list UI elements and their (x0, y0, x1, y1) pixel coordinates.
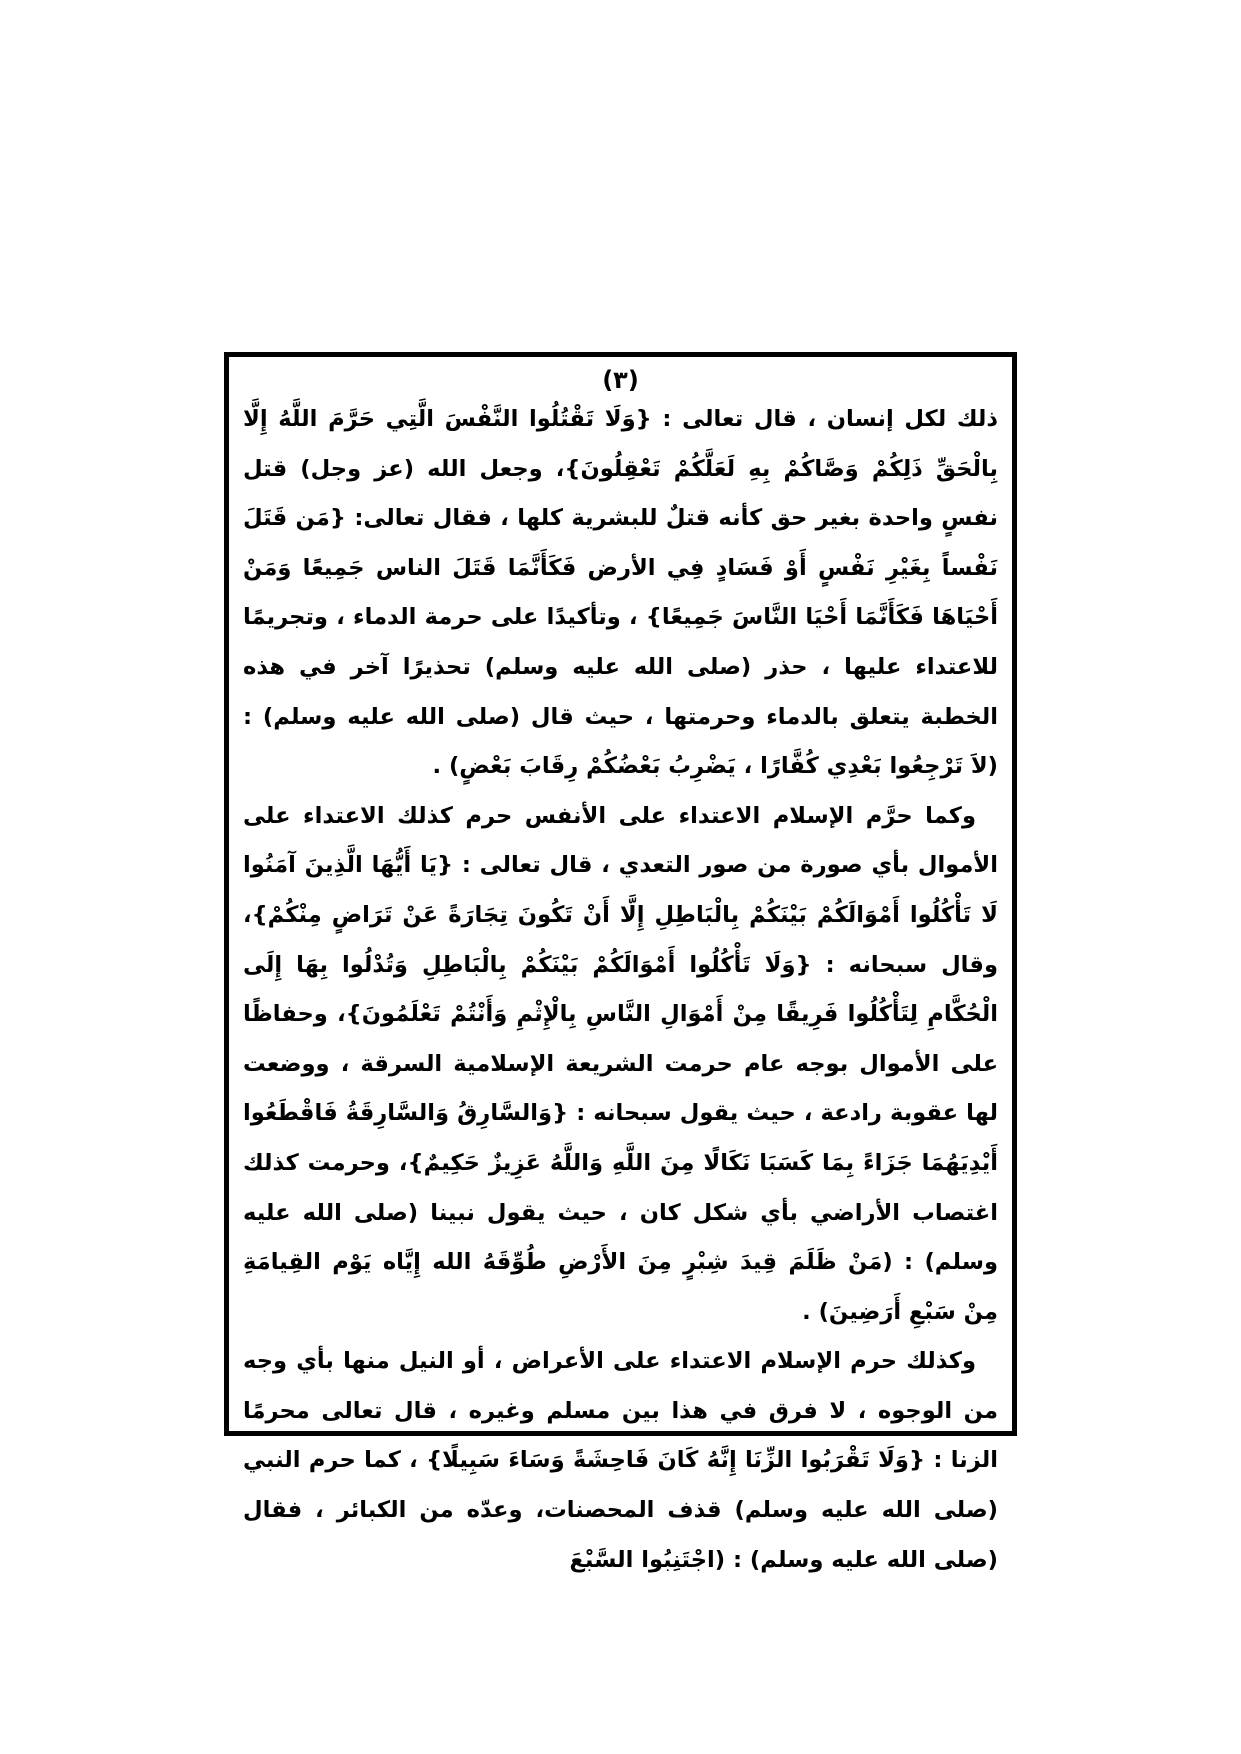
paragraph-sanctity-of-honor: وكذلك حرم الإسلام الاعتداء على الأعراض ، أو النيل منها بأي وجه من الوجوه ، لا فرق في هذا بين مسلم وغيره ، قال تعالى محرمًا الزنا : {وَلَا تَقْرَبُوا الزِّنَا إِنَّهُ كَانَ فَاحِشَةً وَسَاءَ سَبِيلًا} ، كما حرم النبي (صلى الله عليه وسلم) قذف المحصنات، وعدّه من الكبائر ، فقال (صلى الله عليه وسلم) : (اجْتَنِبُوا السَّبْعَ (243, 1348, 998, 1573)
page-number: (٣) (602, 366, 639, 394)
page-frame (224, 352, 1017, 1573)
paragraph-sanctity-of-property: وكما حرَّم الإسلام الاعتداء على الأنفس حرم كذلك الاعتداء على الأموال بأي صورة من صور التعدي ، قال تعالى : {يَا أَيُّهَا الَّذِينَ آمَنُوا لَا تَأْكُلُوا أَمْوَالَكُمْ بَيْنَكُمْ بِالْبَاطِلِ إِلَّا أَنْ تَكُونَ تِجَارَةً عَنْ تَرَاضٍ مِنْكُمْ}، وقال سبحانه : {وَلَا تَأْكُلُوا أَمْوَالَكُمْ بَيْنَكُمْ بِالْبَاطِلِ وَتُدْلُوا بِهَا إِلَى الْحُكَّامِ لِتَأْكُلُوا فَرِيقًا مِنْ أَمْوَالِ النَّاسِ بِالْإِثْمِ وَأَنْتُمْ تَعْلَمُونَ}، وحفاظًا على الأموال بوجه عام حرمت الشريعة الإسلامية السرقة ، ووضعت لها عقوبة رادعة ، حيث يقول سبحانه : {وَالسَّارِقُ وَالسَّارِقَةُ فَاقْطَعُوا أَيْدِيَهُمَا جَزَاءً بِمَا كَسَبَا نَكَالًا مِنَ اللَّهِ وَاللَّهُ عَزِيزٌ حَكِيمٌ}، وحرمت كذلك اغتصاب الأراضي بأي شكل كان ، حيث يقول نبينا (صلى الله عليه وسلم) : (مَنْ ظَلَمَ قِيدَ شِبْرٍ مِنَ الأَرْضِ طُوِّقَهُ الله إِيَّاه يَوْم القِيامَةِ مِنْ سَبْعِ أَرَضِينَ) . (243, 802, 998, 1325)
paragraph-sanctity-of-life: ذلك لكل إنسان ، قال تعالى : {وَلَا تَقْتُلُوا النَّفْسَ الَّتِي حَرَّمَ اللَّهُ إِلَّا بِالْحَقِّ ذَلِكُمْ وَصَّاكُمْ بِهِ لَعَلَّكُمْ تَعْقِلُونَ}، وجعل الله (عز وجل) قتل نفسٍ واحدة بغير حق كأنه قتلٌ للبشرية كلها ، فقال تعالى: {مَن قَتَلَ نَفْساً بِغَيْرِ نَفْسٍ أَوْ فَسَادٍ فِي الأرض فَكَأَنَّمَا قَتَلَ الناس جَمِيعًا وَمَنْ أَحْيَاهَا فَكَأَنَّمَا أَحْيَا النَّاسَ جَمِيعًا} ، وتأكيدًا على حرمة الدماء ، وتجريمًا للاعتداء عليها ، حذر (صلى الله عليه وسلم) تحذيرًا آخر في هذه الخطبة يتعلق بالدماء وحرمتها ، حيث قال (صلى الله عليه وسلم) : (لاَ تَرْجِعُوا بَعْدِي كُفَّارًا ، يَضْرِبُ بَعْضُكُمْ رِقَابَ بَعْضٍ) . (243, 406, 998, 780)
